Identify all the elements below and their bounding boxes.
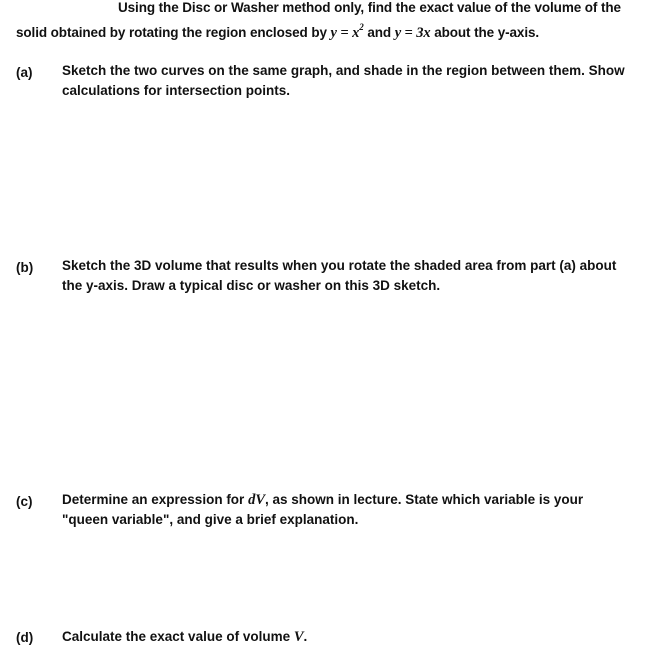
part-b-label: (b) [16,260,34,275]
part-d-v-symbol: V [293,629,304,645]
instruction-line-2-end: about the y-axis. [434,24,540,40]
equation-parabola-rhs: = x [340,24,360,41]
part-c-question [62,490,632,530]
part-d-period: . [303,629,308,644]
part-c-dv-symbol: dV [248,492,265,508]
part-a-question [62,61,632,101]
part-d-text: Calculate the exact value of volume [62,629,291,644]
part-c-line-2: "queen variable", and give a brief explanation. [62,512,359,527]
instruction-line-2 [16,18,539,43]
instruction-conjunction: and [367,24,392,40]
instruction-line-2-text: solid obtained by rotating the region enclosed by [16,24,327,40]
part-c-label: (c) [16,494,33,509]
part-d-label: (d) [16,630,34,645]
equation-line: y = 3x [394,24,431,41]
part-b-line-1: Sketch the 3D volume that results when you rotate the shaded area from part (a) about [62,258,617,273]
part-b-question [62,256,632,296]
part-c-line-1-post: , as shown in lecture. State which variable is your [265,492,584,507]
part-a-line-2: calculations for intersection points. [62,83,291,98]
part-d-question [62,627,632,647]
part-a-line-1: Sketch the two curves on the same graph, and shade in the region between them. Show [62,63,625,78]
equation-parabola-lhs: y [330,24,337,41]
part-a-label: (a) [16,65,33,80]
equation-parabola-exponent: 2 [359,22,364,32]
instruction-line-1: Using the Disc or Washer method only, find the exact value of the volume of the [118,0,621,15]
part-c-line-1 [62,490,632,510]
part-b-line-2: the y-axis. Draw a typical disc or washer on this 3D sketch. [62,278,441,293]
part-c-line-1-pre: Determine an expression for [62,492,245,507]
equation-parabola [330,22,364,41]
